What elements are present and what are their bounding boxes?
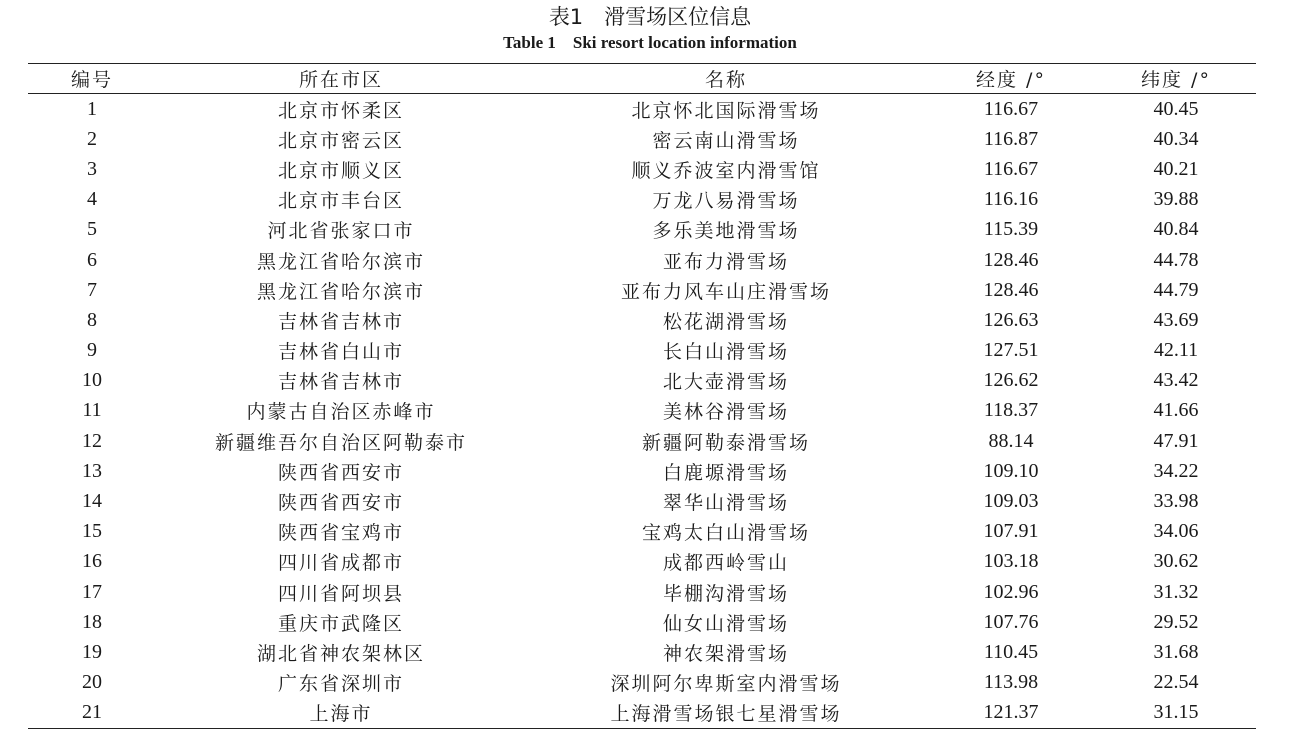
header-id: 编号 bbox=[70, 69, 113, 91]
cell-id: 3 bbox=[87, 157, 97, 180]
cell-latitude: 40.84 bbox=[1153, 218, 1199, 241]
table-row bbox=[28, 275, 1256, 305]
cell-longitude: 88.14 bbox=[988, 429, 1034, 452]
table-row bbox=[28, 215, 1256, 245]
table-row bbox=[28, 396, 1256, 426]
table-row bbox=[28, 154, 1256, 184]
cell-id: 8 bbox=[87, 308, 97, 331]
cell-resort-name: 北大壶滑雪场 bbox=[662, 371, 789, 394]
cell-city: 广东省深圳市 bbox=[277, 673, 404, 696]
cell-resort-name: 亚布力风车山庄滑雪场 bbox=[620, 280, 831, 303]
header-latitude: 纬度 /° bbox=[1141, 69, 1211, 91]
cell-id: 14 bbox=[82, 490, 102, 513]
table-header bbox=[28, 64, 1256, 94]
cell-resort-name: 多乐美地滑雪场 bbox=[652, 220, 800, 243]
cell-city: 北京市丰台区 bbox=[277, 190, 404, 213]
cell-resort-name: 成都西岭雪山 bbox=[662, 552, 789, 575]
cell-longitude: 127.51 bbox=[983, 339, 1039, 362]
cell-latitude: 40.34 bbox=[1153, 127, 1199, 150]
table-row bbox=[28, 305, 1256, 335]
table-row bbox=[28, 456, 1256, 486]
cell-longitude: 113.98 bbox=[983, 671, 1039, 694]
cell-id: 11 bbox=[82, 399, 102, 422]
cell-city: 北京市怀柔区 bbox=[277, 99, 404, 122]
cell-latitude: 39.88 bbox=[1153, 188, 1199, 211]
cell-id: 10 bbox=[82, 369, 102, 392]
cell-city: 陕西省宝鸡市 bbox=[277, 522, 404, 545]
cell-resort-name: 亚布力滑雪场 bbox=[662, 250, 789, 273]
cell-resort-name: 新疆阿勒泰滑雪场 bbox=[641, 431, 810, 454]
cell-latitude: 40.45 bbox=[1153, 97, 1199, 120]
table-row bbox=[28, 698, 1256, 729]
table-row bbox=[28, 124, 1256, 154]
cell-id: 17 bbox=[82, 580, 102, 603]
cell-latitude: 22.54 bbox=[1153, 671, 1199, 694]
cell-resort-name: 万龙八易滑雪场 bbox=[652, 190, 800, 213]
table-row bbox=[28, 426, 1256, 456]
cell-city: 四川省成都市 bbox=[277, 552, 404, 575]
cell-city: 吉林省吉林市 bbox=[277, 310, 404, 333]
cell-city: 上海市 bbox=[309, 703, 373, 726]
cell-id: 5 bbox=[87, 218, 97, 241]
cell-resort-name: 毕棚沟滑雪场 bbox=[662, 582, 789, 605]
cell-longitude: 110.45 bbox=[983, 640, 1039, 663]
cell-longitude: 116.67 bbox=[983, 157, 1039, 180]
cell-resort-name: 美林谷滑雪场 bbox=[662, 401, 789, 424]
cell-longitude: 128.46 bbox=[983, 248, 1039, 271]
cell-city: 北京市顺义区 bbox=[277, 159, 404, 182]
cell-resort-name: 深圳阿尔卑斯室内滑雪场 bbox=[610, 673, 842, 696]
table-row bbox=[28, 668, 1256, 698]
cell-latitude: 44.78 bbox=[1153, 248, 1199, 271]
cell-latitude: 29.52 bbox=[1153, 610, 1199, 633]
cell-resort-name: 顺义乔波室内滑雪馆 bbox=[631, 159, 821, 182]
cell-resort-name: 仙女山滑雪场 bbox=[662, 612, 789, 635]
table-row bbox=[28, 336, 1256, 366]
header-name: 名称 bbox=[704, 69, 747, 91]
cell-latitude: 47.91 bbox=[1153, 429, 1199, 452]
cell-city: 内蒙古自治区赤峰市 bbox=[246, 401, 436, 424]
cell-longitude: 107.91 bbox=[983, 520, 1039, 543]
cell-resort-name: 长白山滑雪场 bbox=[662, 341, 789, 364]
cell-id: 20 bbox=[82, 671, 102, 694]
cell-latitude: 44.79 bbox=[1153, 278, 1199, 301]
cell-id: 13 bbox=[82, 459, 102, 482]
cell-city: 吉林省白山市 bbox=[277, 341, 404, 364]
cell-id: 18 bbox=[82, 610, 102, 633]
cell-longitude: 126.63 bbox=[983, 308, 1039, 331]
cell-city: 四川省阿坝县 bbox=[277, 582, 404, 605]
cell-id: 4 bbox=[87, 188, 97, 211]
cell-longitude: 103.18 bbox=[983, 550, 1039, 573]
cell-id: 9 bbox=[87, 339, 97, 362]
cell-latitude: 34.22 bbox=[1153, 459, 1199, 482]
cell-latitude: 31.15 bbox=[1153, 701, 1199, 724]
ski-resort-table bbox=[28, 63, 1256, 729]
cell-city: 重庆市武隆区 bbox=[277, 612, 404, 635]
table-caption-chinese: 表1 滑雪场区位信息 bbox=[548, 5, 752, 29]
cell-resort-name: 神农架滑雪场 bbox=[662, 642, 789, 665]
table-row bbox=[28, 486, 1256, 516]
cell-id: 1 bbox=[87, 97, 97, 120]
cell-longitude: 121.37 bbox=[983, 701, 1039, 724]
cell-resort-name: 宝鸡太白山滑雪场 bbox=[641, 522, 810, 545]
cell-latitude: 31.32 bbox=[1153, 580, 1199, 603]
table-row bbox=[28, 245, 1256, 275]
cell-id: 2 bbox=[87, 127, 97, 150]
table-row bbox=[28, 547, 1256, 577]
cell-latitude: 30.62 bbox=[1153, 550, 1199, 573]
cell-city: 黑龙江省哈尔滨市 bbox=[256, 280, 425, 303]
cell-id: 15 bbox=[82, 520, 102, 543]
table-row bbox=[28, 94, 1256, 125]
cell-resort-name: 密云南山滑雪场 bbox=[652, 129, 800, 152]
cell-longitude: 116.87 bbox=[983, 127, 1039, 150]
cell-id: 7 bbox=[87, 278, 97, 301]
cell-city: 陕西省西安市 bbox=[277, 461, 404, 484]
cell-longitude: 115.39 bbox=[983, 218, 1039, 241]
cell-city: 湖北省神农架林区 bbox=[256, 642, 425, 665]
header-longitude: 经度 /° bbox=[976, 69, 1046, 91]
cell-resort-name: 上海滑雪场银七星滑雪场 bbox=[610, 703, 842, 726]
cell-id: 16 bbox=[82, 550, 102, 573]
cell-latitude: 41.66 bbox=[1153, 399, 1199, 422]
cell-city: 河北省张家口市 bbox=[267, 220, 415, 243]
cell-id: 6 bbox=[87, 248, 97, 271]
table-row bbox=[28, 366, 1256, 396]
cell-longitude: 109.03 bbox=[983, 490, 1039, 513]
cell-resort-name: 白鹿塬滑雪场 bbox=[662, 461, 789, 484]
cell-id: 19 bbox=[82, 640, 102, 663]
cell-longitude: 109.10 bbox=[983, 459, 1039, 482]
cell-city: 吉林省吉林市 bbox=[277, 371, 404, 394]
table-caption-english: Table 1 Ski resort location information bbox=[503, 33, 797, 52]
cell-city: 陕西省西安市 bbox=[277, 492, 404, 515]
cell-resort-name: 松花湖滑雪场 bbox=[662, 310, 789, 333]
table-row bbox=[28, 517, 1256, 547]
table-row bbox=[28, 185, 1256, 215]
cell-id: 21 bbox=[82, 701, 102, 724]
cell-longitude: 128.46 bbox=[983, 278, 1039, 301]
cell-longitude: 118.37 bbox=[983, 399, 1039, 422]
table-body bbox=[28, 94, 1256, 729]
table-row bbox=[28, 577, 1256, 607]
cell-longitude: 102.96 bbox=[983, 580, 1039, 603]
ski-resort-table-container bbox=[28, 63, 1256, 729]
cell-longitude: 107.76 bbox=[983, 610, 1039, 633]
cell-longitude: 116.16 bbox=[983, 188, 1039, 211]
cell-city: 新疆维吾尔自治区阿勒泰市 bbox=[214, 431, 467, 454]
cell-resort-name: 北京怀北国际滑雪场 bbox=[631, 99, 821, 122]
cell-latitude: 43.42 bbox=[1153, 369, 1199, 392]
header-row bbox=[28, 64, 1256, 94]
cell-id: 12 bbox=[82, 429, 102, 452]
cell-resort-name: 翠华山滑雪场 bbox=[662, 492, 789, 515]
cell-latitude: 43.69 bbox=[1153, 308, 1199, 331]
table-row bbox=[28, 637, 1256, 667]
cell-longitude: 126.62 bbox=[983, 369, 1039, 392]
cell-longitude: 116.67 bbox=[983, 97, 1039, 120]
cell-city: 黑龙江省哈尔滨市 bbox=[256, 250, 425, 273]
cell-latitude: 31.68 bbox=[1153, 640, 1199, 663]
cell-latitude: 34.06 bbox=[1153, 520, 1199, 543]
cell-latitude: 42.11 bbox=[1153, 339, 1199, 362]
table-row bbox=[28, 607, 1256, 637]
cell-latitude: 33.98 bbox=[1153, 490, 1199, 513]
cell-latitude: 40.21 bbox=[1153, 157, 1199, 180]
cell-city: 北京市密云区 bbox=[277, 129, 404, 152]
header-city: 所在市区 bbox=[298, 69, 383, 91]
